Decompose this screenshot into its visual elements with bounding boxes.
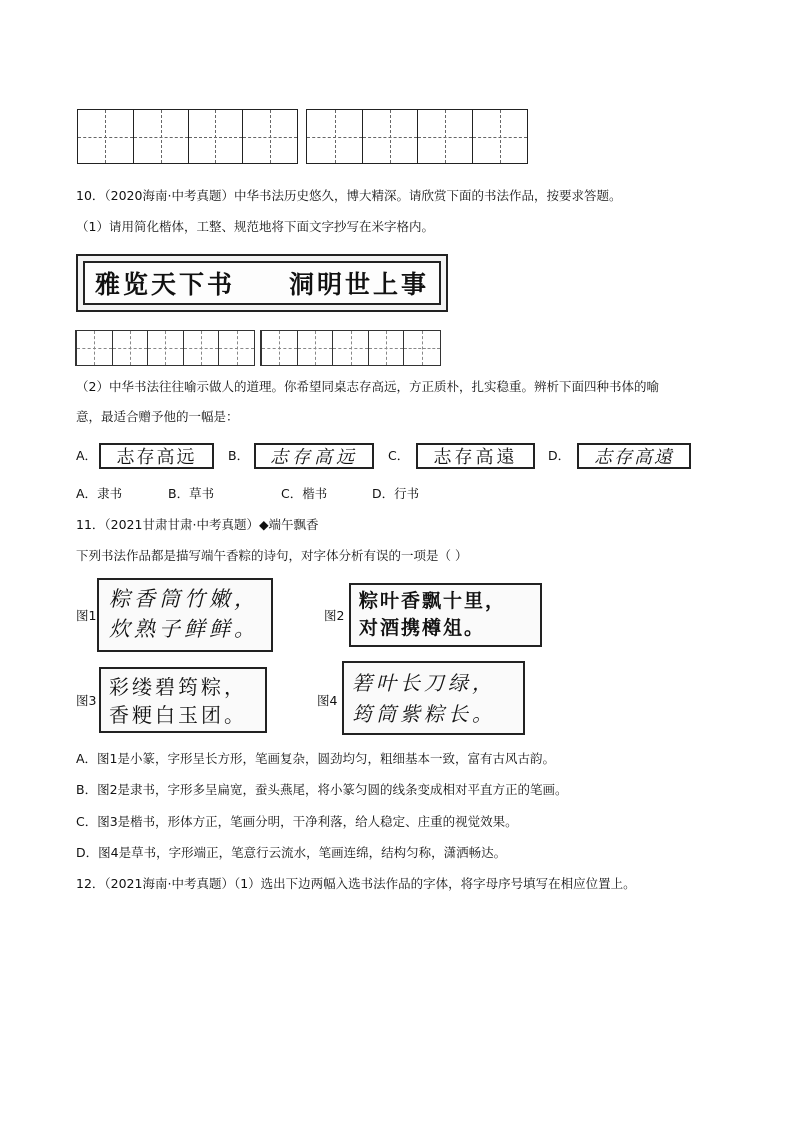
figure-1-calligraphy — [97, 578, 273, 652]
q10-part1: （1）请用简化楷体，工整、规范地将下面文字抄写在米字格内。 — [76, 219, 434, 234]
answer-a-letter: A． — [76, 486, 98, 501]
answer-a-text: 隶书 — [97, 486, 123, 501]
choice-c-script[interactable]: 志存高遠 — [416, 443, 535, 469]
figure-3-calligraphy — [99, 667, 267, 733]
q10-stem: 10．（2020海南·中考真题）中华书法历史悠久，博大精深。请欣赏下面的书法作品，按要求答题。 — [76, 188, 622, 203]
writing-grid-right[interactable] — [306, 109, 528, 164]
figure-3-line1: 彩缕碧筠粽， — [109, 675, 247, 699]
answer-b — [168, 486, 214, 502]
q11-option-d[interactable]: D．图4是草书，字形端正，笔意行云流水，笔画连绵，结构匀称，潇洒畅达。 — [76, 845, 507, 860]
q11-stem: 11．（2021甘肃甘肃·中考真题）◆端午飘香 — [76, 517, 319, 532]
banner-left-text: 雅览天下书 — [95, 270, 236, 299]
choice-b-letter: B． — [228, 448, 250, 463]
figure-2-line1: 粽叶香飘十里， — [359, 590, 507, 612]
figure-1-label: 图1 — [76, 608, 97, 623]
answer-c-letter: C． — [281, 486, 303, 501]
figure-2-label: 图2 — [324, 608, 345, 623]
choice-a-letter: A． — [76, 448, 98, 463]
answer-grid-right[interactable] — [260, 330, 441, 366]
figure-2-line2: 对酒携樽俎。 — [359, 617, 486, 639]
figure-4-label: 图4 — [317, 693, 338, 708]
figure-3-label: 图3 — [76, 693, 97, 708]
figure-4-line2: 筠筒紫粽长。 — [352, 702, 496, 726]
figure-2-calligraphy — [349, 583, 542, 647]
figure-1-line1: 粽香筒竹嫩， — [109, 587, 259, 611]
answer-d-letter: D． — [372, 486, 395, 501]
answer-a — [76, 486, 122, 502]
choice-d-script[interactable]: 志存高遠 — [577, 443, 691, 469]
calligraphy-banner — [76, 254, 448, 312]
answer-d — [372, 486, 419, 502]
q11-option-a[interactable]: A．图1是小篆，字形呈长方形，笔画复杂，圆劲均匀，粗细基本一致，富有古风古韵。 — [76, 751, 556, 766]
q12-stem: 12．（2021海南·中考真题）（1）选出下边两幅入选书法作品的字体，将字母序号填写在相应位置上。 — [76, 876, 636, 891]
answer-d-text: 行书 — [394, 486, 420, 501]
q11-question: 下列书法作品都是描写端午香粽的诗句，对字体分析有误的一项是（ ） — [76, 548, 468, 563]
answer-b-text: 草书 — [189, 486, 215, 501]
q10-part2-line1: （2）中华书法往往喻示做人的道理。你希望同桌志存高远，方正质朴，扎实稳重。辨析下面四种书体的喻 — [76, 379, 659, 394]
figure-4-line1: 箬叶长刀绿， — [352, 671, 496, 695]
choice-d-letter: D． — [548, 448, 571, 463]
q11-option-c[interactable]: C．图3是楷书，形体方正，笔画分明，干净利落，给人稳定、庄重的视觉效果。 — [76, 814, 518, 829]
choice-c-letter: C． — [388, 448, 410, 463]
choice-a-script[interactable]: 志存高远 — [99, 443, 214, 469]
answer-c-text: 楷书 — [302, 486, 328, 501]
q11-option-b[interactable]: B．图2是隶书，字形多呈扁宽，蚕头燕尾，将小篆匀圆的线条变成相对平直方正的笔画。 — [76, 782, 568, 797]
answer-c — [281, 486, 327, 502]
figure-3-line2: 香粳白玉团。 — [109, 703, 247, 727]
writing-grid-left[interactable] — [77, 109, 298, 164]
figure-1-line2: 炊熟子鲜鲜。 — [109, 617, 259, 641]
choice-b-script[interactable]: 志存高远 — [254, 443, 374, 469]
answer-grid-left[interactable] — [75, 330, 255, 366]
answer-b-letter: B． — [168, 486, 190, 501]
banner-right-text: 洞明世上事 — [288, 270, 429, 299]
q10-part2-line2: 意，最适合赠予他的一幅是： — [76, 409, 239, 424]
figure-4-calligraphy — [342, 661, 525, 735]
